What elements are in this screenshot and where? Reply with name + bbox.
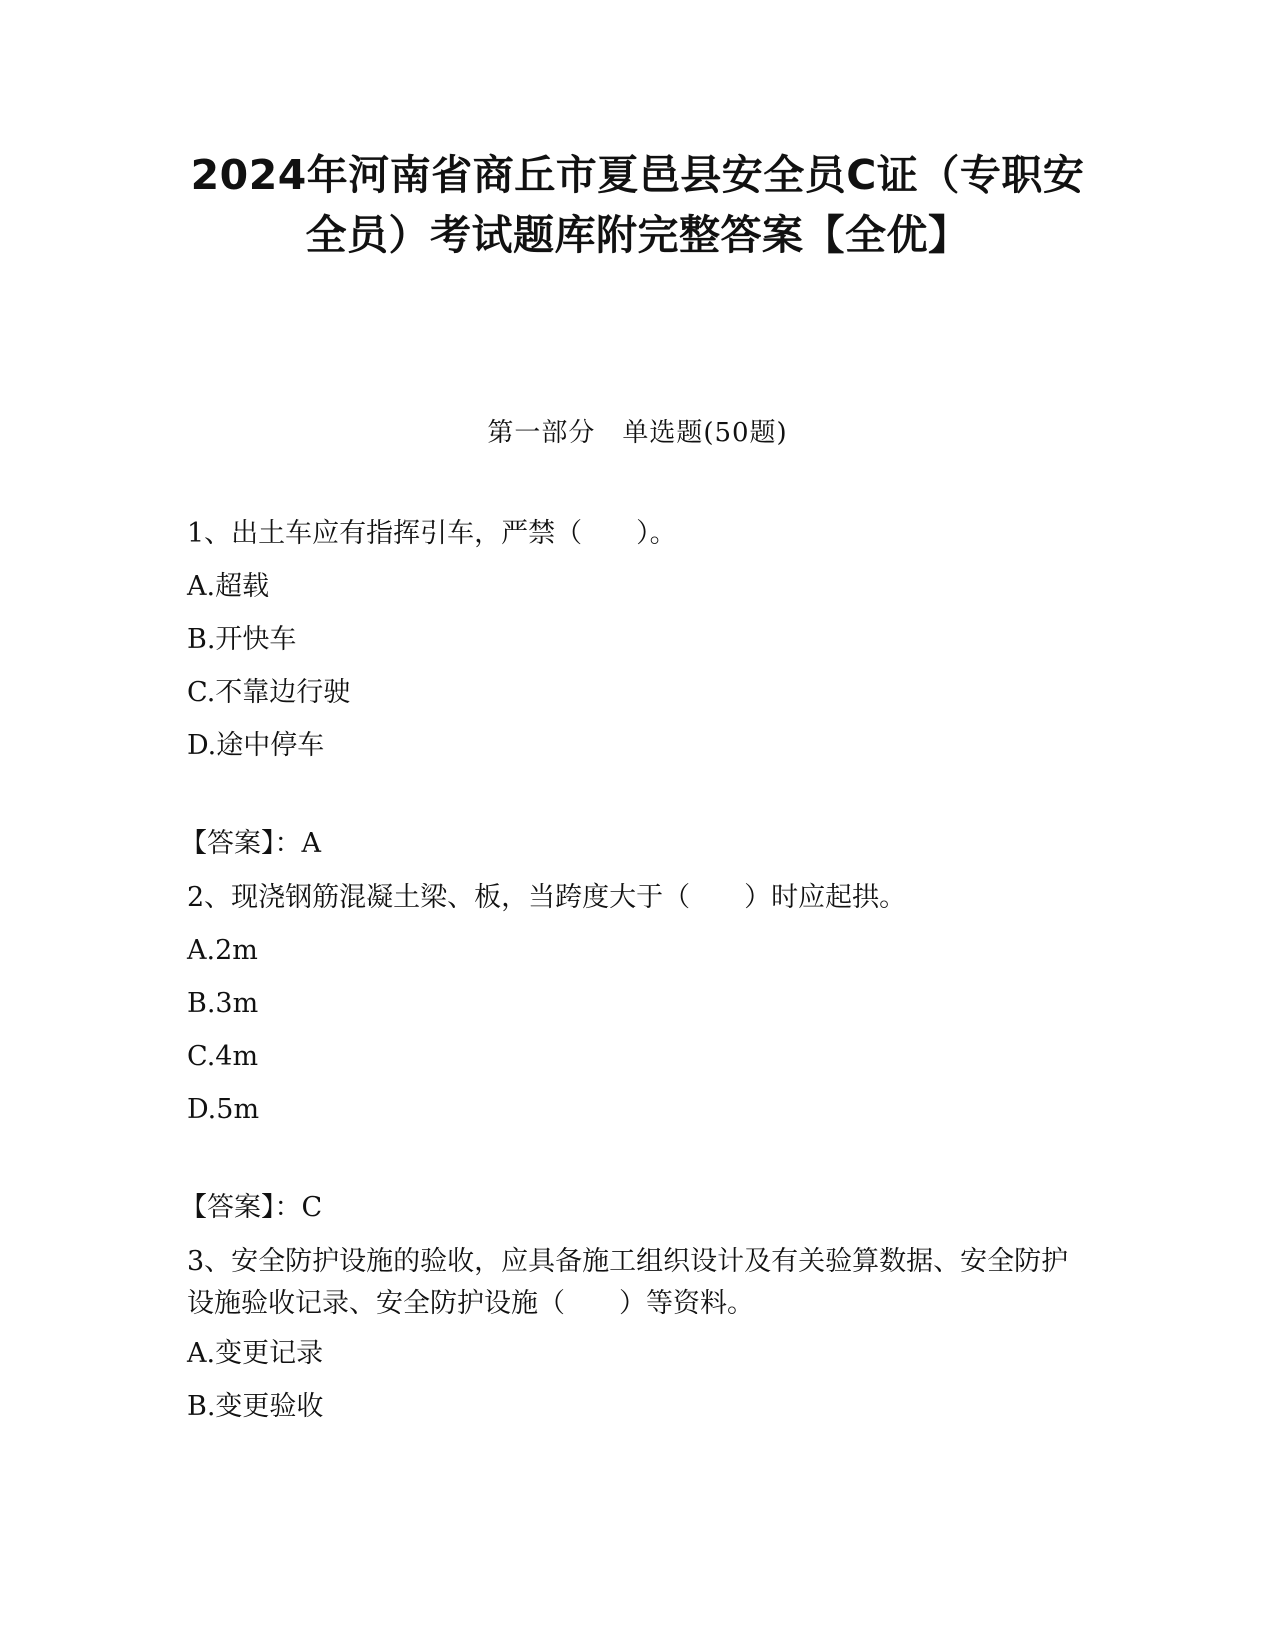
question-2-option-c: C.4m [187, 1041, 259, 1072]
question-3-option-a: A.变更记录 [187, 1338, 324, 1369]
question-1-option-a: A.超载 [187, 571, 270, 602]
question-2-stem: 2、现浇钢筋混凝土梁、板，当跨度大于（ ）时应起拱。 [187, 882, 907, 913]
question-1-stem: 1、出土车应有指挥引车，严禁（ ）。 [187, 518, 677, 549]
title-line-1: 2024年河南省商丘市夏邑县安全员C证（专职安 [190, 151, 1085, 199]
section-heading: 第一部分 单选题(50题) [487, 418, 788, 448]
question-3-option-b: B.变更验收 [187, 1391, 324, 1422]
question-1-option-c: C.不靠边行驶 [187, 677, 351, 708]
question-2-option-b: B.3m [187, 988, 259, 1019]
question-3-stem: 3、安全防护设施的验收，应具备施工组织设计及有关验算数据、安全防护设施验收记录、安全防护设施（ ）等资料。 [187, 1246, 1069, 1319]
question-1-option-d: D.途中停车 [187, 730, 325, 761]
title-line-2: 全员）考试题库附完整答案【全优】 [305, 211, 970, 259]
document-title [150, 145, 1125, 265]
question-1-answer: 【答案】：A [180, 828, 321, 859]
question-1-option-b: B.开快车 [187, 624, 297, 655]
question-2-answer: 【答案】：C [180, 1192, 323, 1223]
question-2-option-a: A.2m [187, 935, 258, 966]
question-2-option-d: D.5m [187, 1094, 260, 1125]
